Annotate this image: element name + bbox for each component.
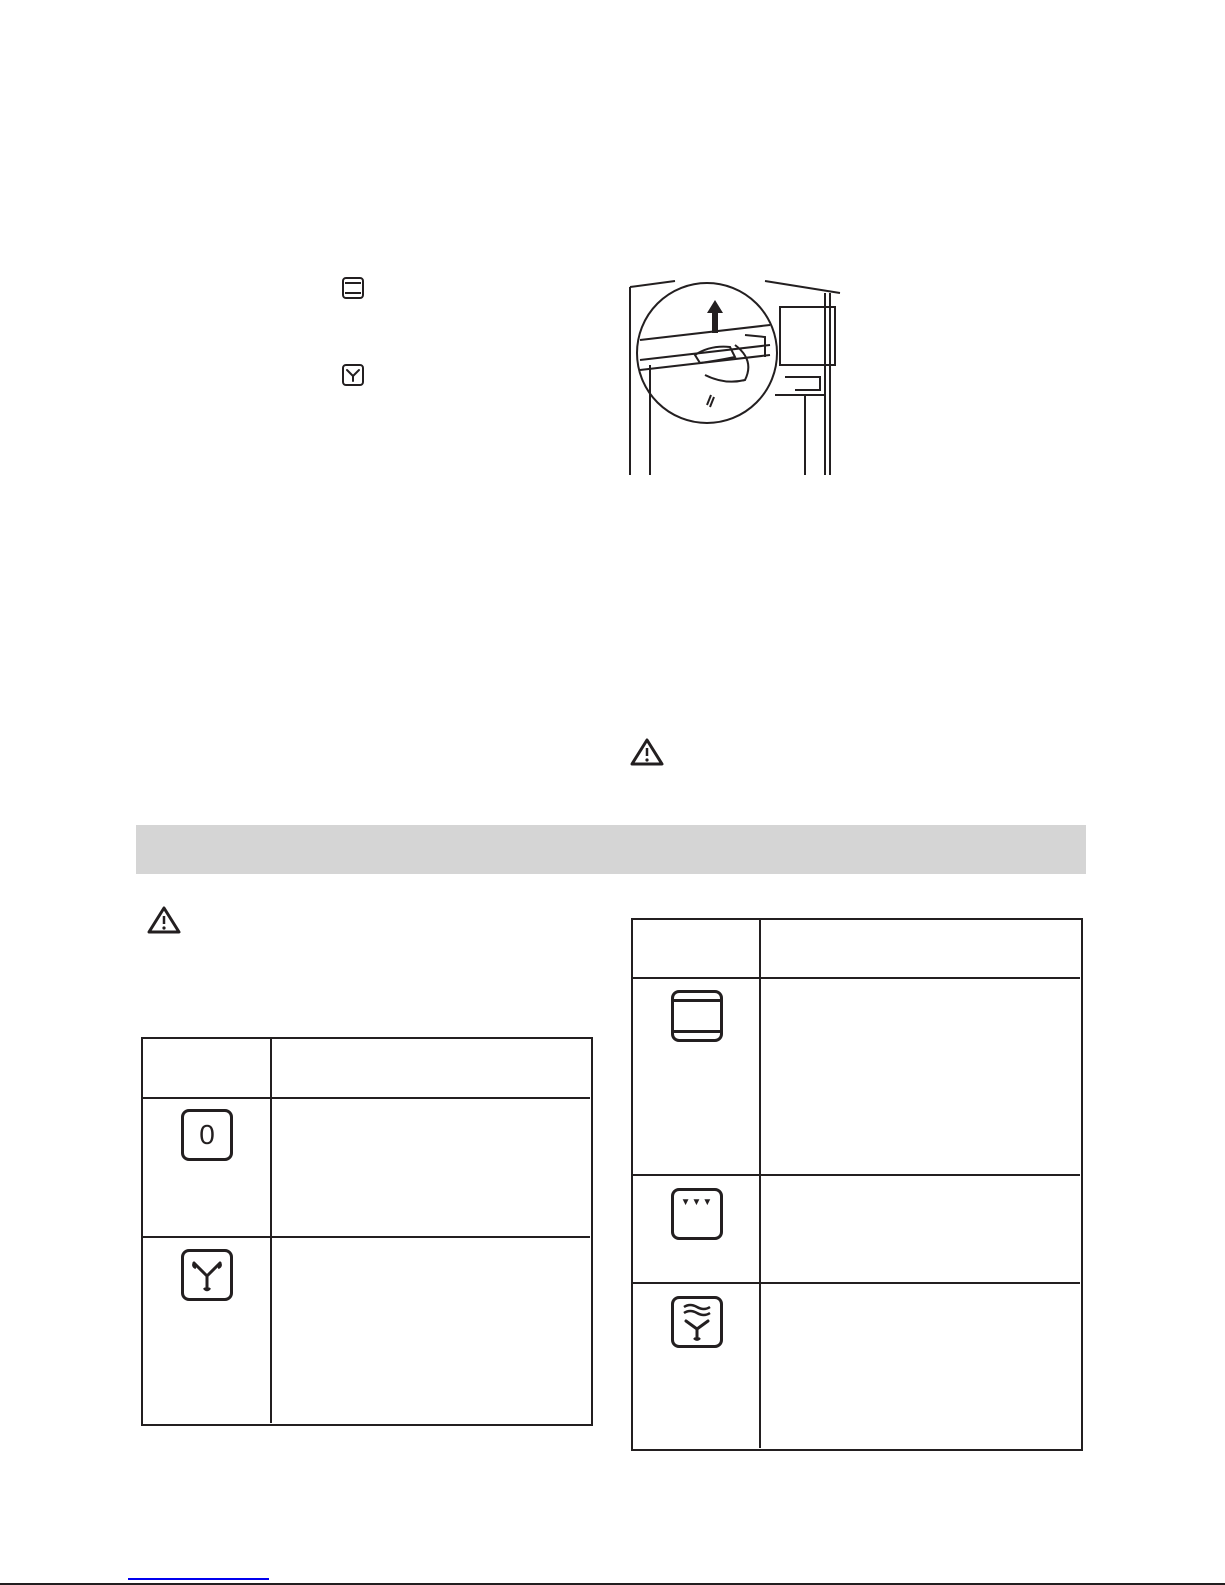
oven-door-illustration (615, 265, 855, 480)
grill-symbol: ▼▼▼ (680, 1197, 714, 1208)
top-bottom-heat-icon (342, 277, 364, 299)
section-banner (136, 825, 1086, 874)
fan-icon (181, 1249, 233, 1301)
zero-position-icon (181, 1109, 233, 1161)
warning-icon (629, 737, 665, 767)
grill-icon (671, 1188, 723, 1240)
left-function-table (141, 1037, 593, 1426)
top-bottom-heat-icon (671, 990, 723, 1042)
fan-icon (342, 364, 364, 386)
right-function-table (631, 918, 1083, 1451)
warning-icon (146, 905, 182, 935)
footer-link-underline[interactable] (128, 1578, 269, 1580)
zero-symbol: 0 (199, 1119, 215, 1150)
fan-heat-icon (671, 1296, 723, 1348)
